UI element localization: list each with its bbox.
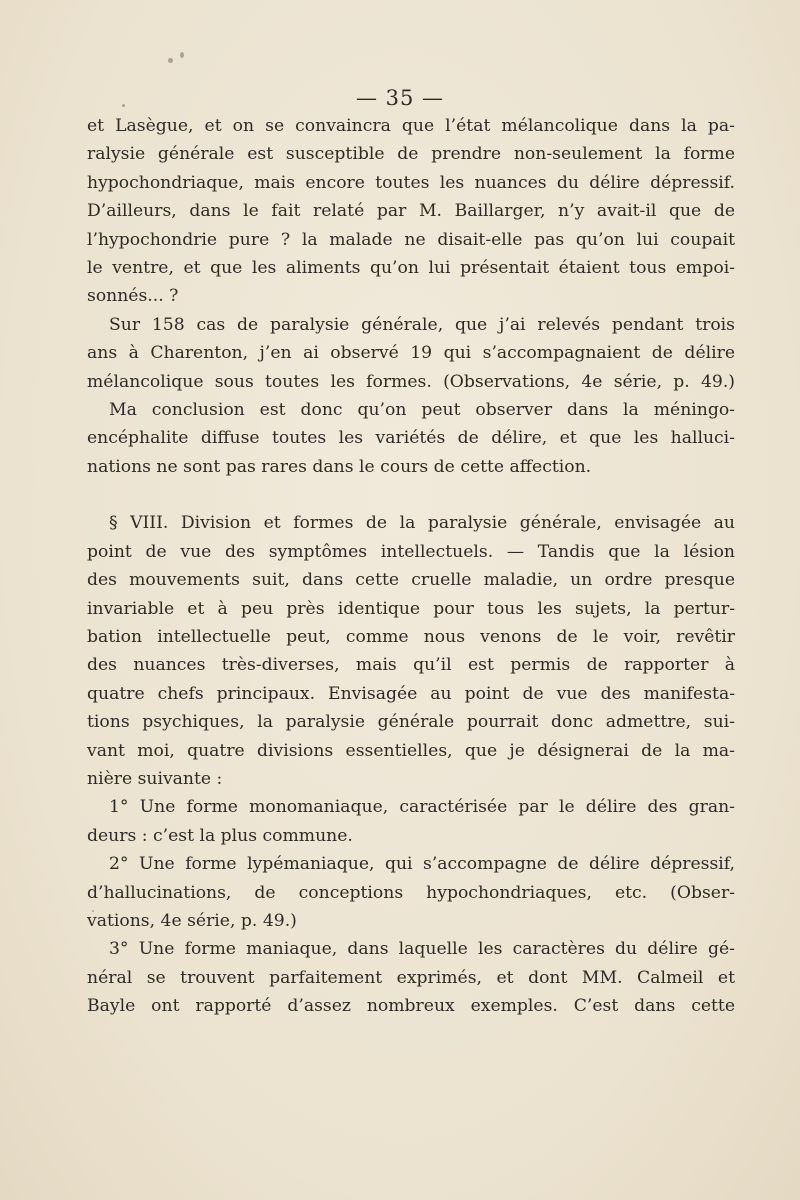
text-line: vations, 4e série, p. 49.) [87,910,297,931]
text-line: invariable et à peu près identique pour tous les sujets, la pertur- [87,598,735,619]
text-line: Ma conclusion est donc qu’on peut observer dans la méningo- [109,399,735,420]
text-line: ralysie générale est susceptible de prendre non-seulement la forme [87,144,735,165]
text-line: vant moi, quatre divisions essentielles, que je désignerai de la ma- [87,740,735,761]
ink-speck [168,58,173,63]
text-line: bation intellectuelle peut, comme nous venons de le voir, revêtir [87,627,735,648]
text-line: encéphalite diffuse toutes les variétés de délire, et que les halluci- [87,428,735,449]
ink-speck [180,52,184,58]
list-item-3: 3° Une forme maniaque, dans laquelle les caractères du délire gé- [109,939,735,960]
text-line: ans à Charenton, j’en ai observé 19 qui s’accompagnaient de délire [87,343,735,364]
text-line: hypochondriaque, mais encore toutes les nuances du délire dépressif. [87,172,735,193]
text-line: Bayle ont rapporté d’assez nombreux exemples. C’est dans cette [87,996,735,1017]
text-line: sonnés... ? [87,286,179,307]
text-line: l’hypochondrie pure ? la malade ne disait-elle pas qu’on lui coupait [87,229,735,250]
list-item-2: 2° Une forme lypémaniaque, qui s’accompagne de délire dépressif, [109,854,735,875]
text-line: et Lasègue, et on se convaincra que l’état mélancolique dans la pa- [87,116,735,136]
text-line: des mouvements suit, dans cette cruelle maladie, un ordre presque [87,570,735,591]
body-text [87,112,735,1021]
text-line: nière suivante : [87,768,223,789]
text-line: Sur 158 cas de paralysie générale, que j’ai relevés pendant trois [109,314,735,335]
section-heading-line: § VIII. Division et formes de la paralysie générale, envisagée au [109,513,735,534]
text-line: point de vue des symptômes intellectuels. — Tandis que la lésion [87,541,735,562]
text-line: deurs : c’est la plus commune. [87,825,353,846]
page-number: — 35 — [355,86,445,110]
paragraph-gap [87,481,735,509]
text-line: le ventre, et que les aliments qu’on lui présentait étaient tous empoi- [87,257,735,278]
text-line: néral se trouvent parfaitement exprimés, et dont MM. Calmeil et [87,967,735,988]
text-line: D’ailleurs, dans le fait relaté par M. Baillarger, n’y avait-il que de [87,201,735,222]
text-line: nations ne sont pas rares dans le cours de cette affection. [87,456,592,477]
text-line: des nuances très-diverses, mais qu’il est permis de rapporter à [87,655,735,676]
text-line: mélancolique sous toutes les formes. (Observations, 4e série, p. 49.) [87,371,735,392]
list-item-1: 1° Une forme monomaniaque, caractérisée par le délire des gran- [109,797,735,818]
text-line: tions psychiques, la paralysie générale pourrait donc admettre, sui- [87,712,735,733]
text-line: d’hallucinations, de conceptions hypochondriaques, etc. (Obser- [87,882,735,903]
text-line: quatre chefs principaux. Envisagée au point de vue des manifesta- [87,683,735,704]
